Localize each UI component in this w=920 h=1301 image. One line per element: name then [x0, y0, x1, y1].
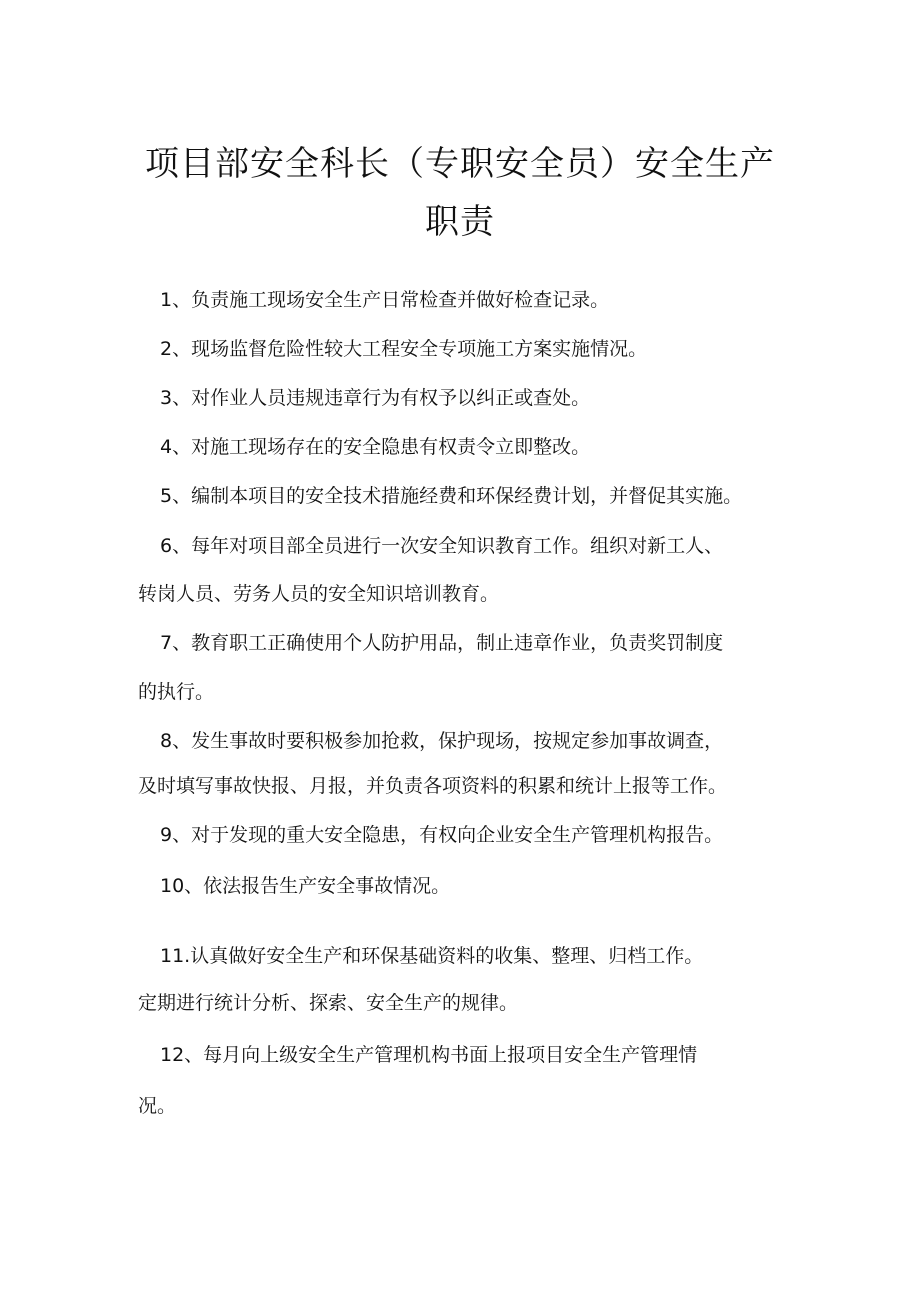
duty-item-10: 10、依法报告生产安全事故情况。	[160, 875, 451, 897]
duty-item-11-line-2: 定期进行统计分析、探索、安全生产的规律。	[138, 992, 519, 1014]
duty-item-9: 9、对于发现的重大安全隐患，有权向企业安全生产管理机构报告。	[160, 824, 724, 846]
duty-item-6-line-1: 6、每年对项目部全员进行一次安全知识教育工作。组织对新工人、	[160, 535, 724, 557]
duty-item-8-line-1: 8、发生事故时要积极参加抢救，保护现场，按规定参加事故调查，	[160, 730, 724, 752]
duty-item-4: 4、对施工现场存在的安全隐患有权责令立即整改。	[160, 436, 591, 458]
duty-item-6-line-2: 转岗人员、劳务人员的安全知识培训教育。	[138, 583, 500, 605]
duty-item-1: 1、负责施工现场安全生产日常检查并做好检查记录。	[160, 289, 610, 311]
document-title-line-1: 项目部安全科长（专职安全员）安全生产	[145, 144, 775, 184]
document-title-line-2: 职责	[425, 202, 495, 242]
duty-item-7-line-2: 的执行。	[138, 681, 215, 703]
duty-item-2: 2、现场监督危险性较大工程安全专项施工方案实施情况。	[160, 338, 648, 360]
duty-item-12-line-2: 况。	[138, 1095, 177, 1117]
duty-item-5: 5、编制本项目的安全技术措施经费和环保经费计划，并督促其实施。	[160, 485, 743, 507]
duty-item-3: 3、对作业人员违规违章行为有权予以纠正或查处。	[160, 387, 591, 409]
duty-item-11-line-1: 11.认真做好安全生产和环保基础资料的收集、整理、归档工作。	[160, 945, 704, 967]
duty-item-7-line-1: 7、教育职工正确使用个人防护用品，制止违章作业，负责奖罚制度	[160, 632, 724, 654]
duty-item-12-line-1: 12、每月向上级安全生产管理机构书面上报项目安全生产管理情	[160, 1044, 698, 1066]
duty-item-8-line-2: 及时填写事故快报、月报，并负责各项资料的积累和统计上报等工作。	[138, 775, 728, 797]
